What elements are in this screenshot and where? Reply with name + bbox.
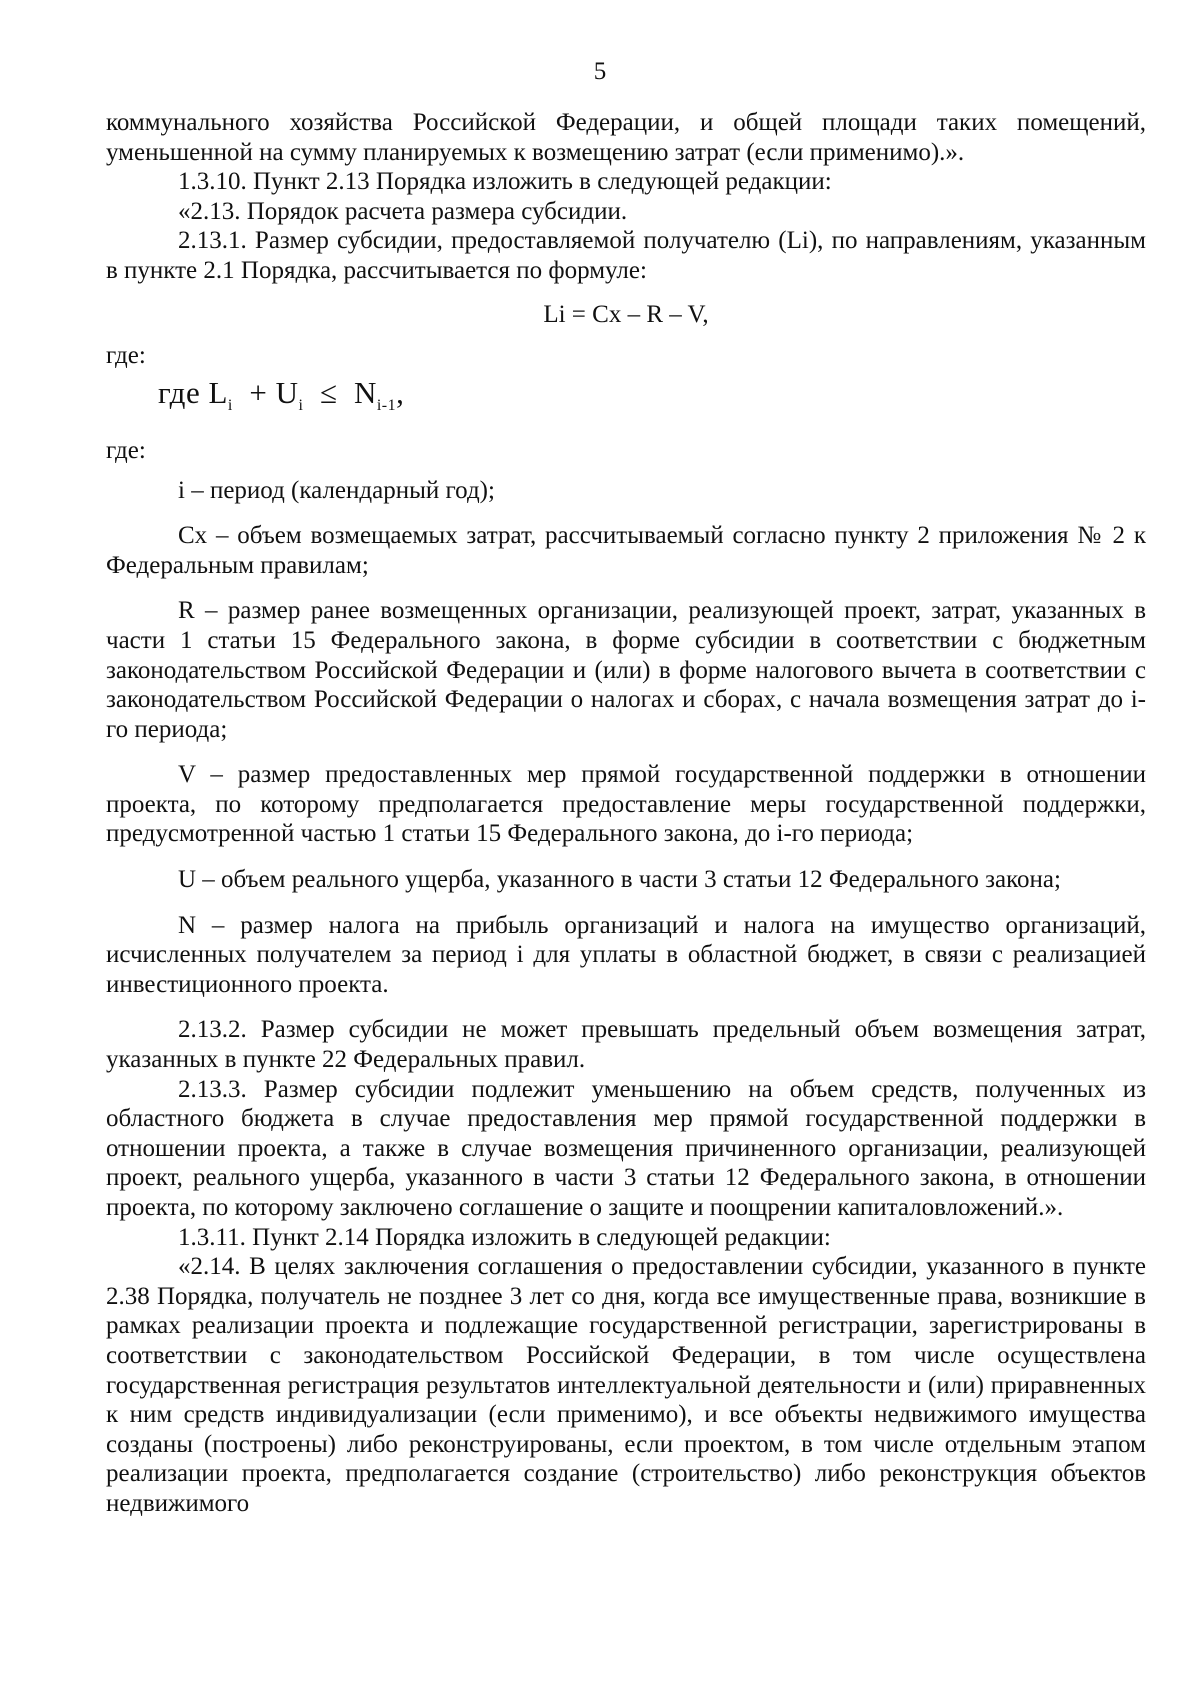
definition-r: R – размер ранее возмещенных организации, реализующей проект, затрат, указанных в части 1 статьи 15 Федерального закона, в форме субсидии в соответствии с бюджетным законодательством Российской Федерации и (или) в форме налогового вычета в соответствии с законодательством Российской Федерации о налогах и сборах, с начала возмещения затрат до i-го периода; [106, 597, 1146, 743]
main-formula: Li = Cx – R – V, [543, 300, 709, 328]
document-body [106, 108, 1146, 1519]
condition-N-sub: i-1 [376, 396, 397, 414]
definition-v: V – размер предоставленных мер прямой государственной поддержки в отношении проекта, по которому предполагается предоставление меры государственной поддержки, предусмотренной частью 1 статьи 15 Федерального закона, до i-го периода; [106, 761, 1146, 848]
paragraph-2-13-1: 2.13.1. Размер субсидии, предоставляемой получателю (Li), по направлениям, указанным в пункте 2.1 Порядка, рассчитывается по формуле: [106, 227, 1146, 284]
condition-U-sub: i [298, 396, 304, 414]
condition-N: N [353, 374, 377, 410]
page-number: 5 [593, 58, 607, 85]
paragraph-1-3-10: 1.3.10. Пункт 2.13 Порядка изложить в следующей редакции: [178, 168, 832, 196]
condition-prefix: где [158, 374, 201, 410]
paragraph-2-13-3: 2.13.3. Размер субсидии подлежит уменьшению на объем средств, полученных из областного бюджета в случае предоставления мер прямой государственной поддержки в отношении проекта, а также в случае возмещения причиненного организации, реализующей проект, реального ущерба, указанного в части 3 статьи 12 Федерального закона, в отношении проекта, по которому заключено соглашение о защите и поощрении капиталовложений.». [106, 1075, 1146, 1221]
condition-leq: ≤ [319, 374, 338, 410]
condition-plus: + [249, 374, 268, 410]
paragraph-1-3-11: 1.3.11. Пункт 2.14 Порядка изложить в следующей редакции: [178, 1223, 831, 1251]
condition-formula [158, 373, 1146, 426]
condition-L: L [208, 374, 228, 410]
condition-tail: , [396, 374, 405, 410]
paragraph-continuation: коммунального хозяйства Российской Федерации, и общей площади таких помещений, уменьшенной на сумму планируемых к возмещению затрат (если применимо).». [106, 109, 1146, 166]
paragraph-2-14: «2.14. В целях заключения соглашения о предоставлении субсидии, указанного в пункте 2.38 Порядка, получатель не позднее 3 лет со дня, когда все имущественные права, возникшие в рамках реализации проекта и подлежащие государственной регистрации, зарегистрированы в соответствии с законодательством Российской Федерации, в том числе осуществлена государственная регистрация результатов интеллектуальной деятельности и (или) приравненных к ним средств индивидуализации (если применимо), и все объекты недвижимого имущества созданы (построены) либо реконструированы, если проектом, в том числе отдельным этапом реализации проекта, предполагается создание (строительство) либо реконструкция объектов недвижимого [106, 1253, 1146, 1517]
where-label-2: где: [106, 436, 146, 464]
definition-u: U – объем реального ущерба, указанного в части 3 статьи 12 Федерального закона; [178, 866, 1061, 894]
condition-U: U [275, 374, 299, 410]
definition-n: N – размер налога на прибыль организаций и налога на имущество организаций, исчисленных получателем за период i для уплаты в областной бюджет, в связи с реализацией инвестиционного проекта. [106, 911, 1146, 998]
definition-cx: Cx – объем возмещаемых затрат, рассчитываемый согласно пункту 2 приложения № 2 к Федеральным правилам; [106, 522, 1146, 579]
definition-i: i – период (календарный год); [178, 476, 495, 504]
condition-L-sub: i [227, 396, 233, 414]
paragraph-2-13-2: 2.13.2. Размер субсидии не может превышать предельный объем возмещения затрат, указанных в пункте 22 Федеральных правил. [106, 1016, 1146, 1074]
paragraph-2-13-title: «2.13. Порядок расчета размера субсидии. [178, 197, 628, 225]
where-label-1: где: [106, 342, 146, 370]
